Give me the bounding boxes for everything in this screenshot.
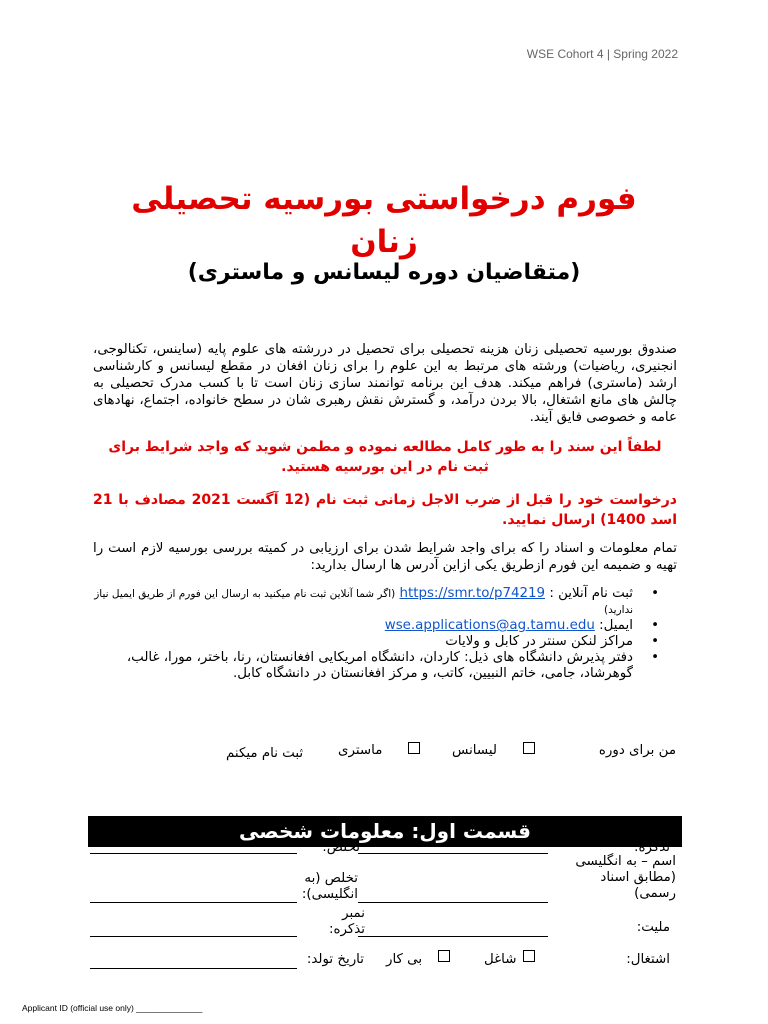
dob-label: تاریخ تولد:	[306, 952, 364, 967]
form-subtitle: (متقاضیان دوره لیسانس و ماستری)	[187, 260, 581, 285]
master-label: ماستری	[338, 743, 383, 758]
list-item	[93, 586, 677, 618]
section-personal-info-header: قسمت اول: معلومات شخصی	[88, 816, 682, 847]
email-link[interactable]: wse.applications@ag.tamu.edu	[384, 618, 595, 633]
tazkira-label: تذکره:	[633, 840, 670, 855]
tazkira-number-label: نمبر تذکره:	[328, 906, 365, 937]
nationality-label: ملیت:	[636, 920, 670, 935]
form-title-line1: فورم درخواستی بورسیه تحصیلی	[131, 181, 637, 217]
surname-english-field[interactable]	[90, 902, 297, 903]
online-link[interactable]: https://smr.to/p74219	[399, 586, 546, 601]
surname-english-label: تخلص (به انگلیسی):	[301, 871, 358, 902]
email-label: ایمیل:	[599, 618, 633, 633]
name-english-field[interactable]	[358, 902, 548, 903]
nationality-field[interactable]	[358, 936, 548, 937]
program-label: من برای دوره	[598, 743, 676, 758]
surname-label-top: تخلص:	[322, 840, 360, 855]
employed-checkbox[interactable]	[523, 950, 535, 962]
occupation-label: اشتغال:	[626, 952, 670, 967]
lincoln-centers: مراکز لنکن سنتر در کابل و ولایات	[445, 634, 633, 649]
list-item	[93, 650, 677, 682]
list-item	[93, 618, 677, 634]
intro-paragraph: صندوق بورسیه تحصیلی زنان هزینه تحصیلی برای تحصیل در دررشته های علوم پایه (ساینس، تکنالوجی، انجنیری، ریاضیات) ورشته های مرتبط به این علوم را برای زنان افغان در مقطع لیسانس و کارشناسی ارشد (ماستری) فراهم میکند. هدف این برنامه توانمند سازی زنان است تا با کسب مدرک تحصیلی به چالش های مانع اشتغال، بالا بردن درآمد، و گسترش نقش رهبری شان در سطح خانواده، اجتماع، نهادهای عامه و خصوصی فایق آیند.	[93, 342, 677, 425]
list-item	[93, 634, 677, 650]
unemployed-checkbox[interactable]	[438, 950, 450, 962]
eligibility-notice: لطفاً این سند را به طور کامل مطالعه نموده و مطمن شوید که واجد شرایط برای ثبت نام در این بورسیه هستید.	[108, 439, 662, 475]
unemployed-label: بی کار	[386, 952, 423, 967]
bachelor-checkbox[interactable]	[523, 742, 535, 754]
submission-list	[93, 586, 677, 682]
online-label: ثبت نام آنلاین :	[549, 586, 633, 601]
name-english-label: اسم – به انگلیسی (مطابق اسناد رسمی)	[575, 854, 676, 901]
surname-field-top[interactable]	[90, 853, 297, 854]
form-title-line2: زنان	[350, 224, 418, 260]
tazkira-field[interactable]	[358, 853, 548, 854]
form-title	[60, 178, 708, 264]
universities: دفتر پذیرش دانشگاه های ذیل: کاردان، دانشگاه امریکایی افغانستان، رنا، باختر، مورا، غالب، گوهرشاد، جامی، خاتم النبیین، کاتب، و مرکز افغانستان در دانشگاه کابل.	[126, 650, 633, 681]
deadline-notice: درخواست خود را قبل از ضرب الاجل زمانی ثبت نام (12 آگست 2021 مصادف با 21 اسد 1400) ارسال نمایید.	[93, 492, 677, 528]
online-note: (اگر شما آنلاین ثبت نام میکنید به ارسال این فورم از طریق ایمیل نیاز ندارید)	[94, 588, 633, 616]
cohort-header: WSE Cohort 4 | Spring 2022	[526, 47, 678, 61]
documents-intro: تمام معلومات و اسناد را که برای واجد شرایط شدن برای ارزیابی در کمیته بررسی بورسیه لازم است را تهیه و ضمیمه این فورم ازطریق یکی ازاین آدرس ها ارسال بدارید:	[93, 541, 677, 573]
dob-field[interactable]	[90, 968, 297, 969]
tazkira-number-field[interactable]	[90, 936, 297, 937]
program-suffix: ثبت نام میکنم	[226, 746, 304, 761]
applicant-id-footer: Applicant ID (official use only) ______________	[22, 1003, 203, 1013]
employed-label: شاغل	[484, 952, 517, 967]
bachelor-label: لیسانس	[452, 743, 497, 758]
master-checkbox[interactable]	[408, 742, 420, 754]
